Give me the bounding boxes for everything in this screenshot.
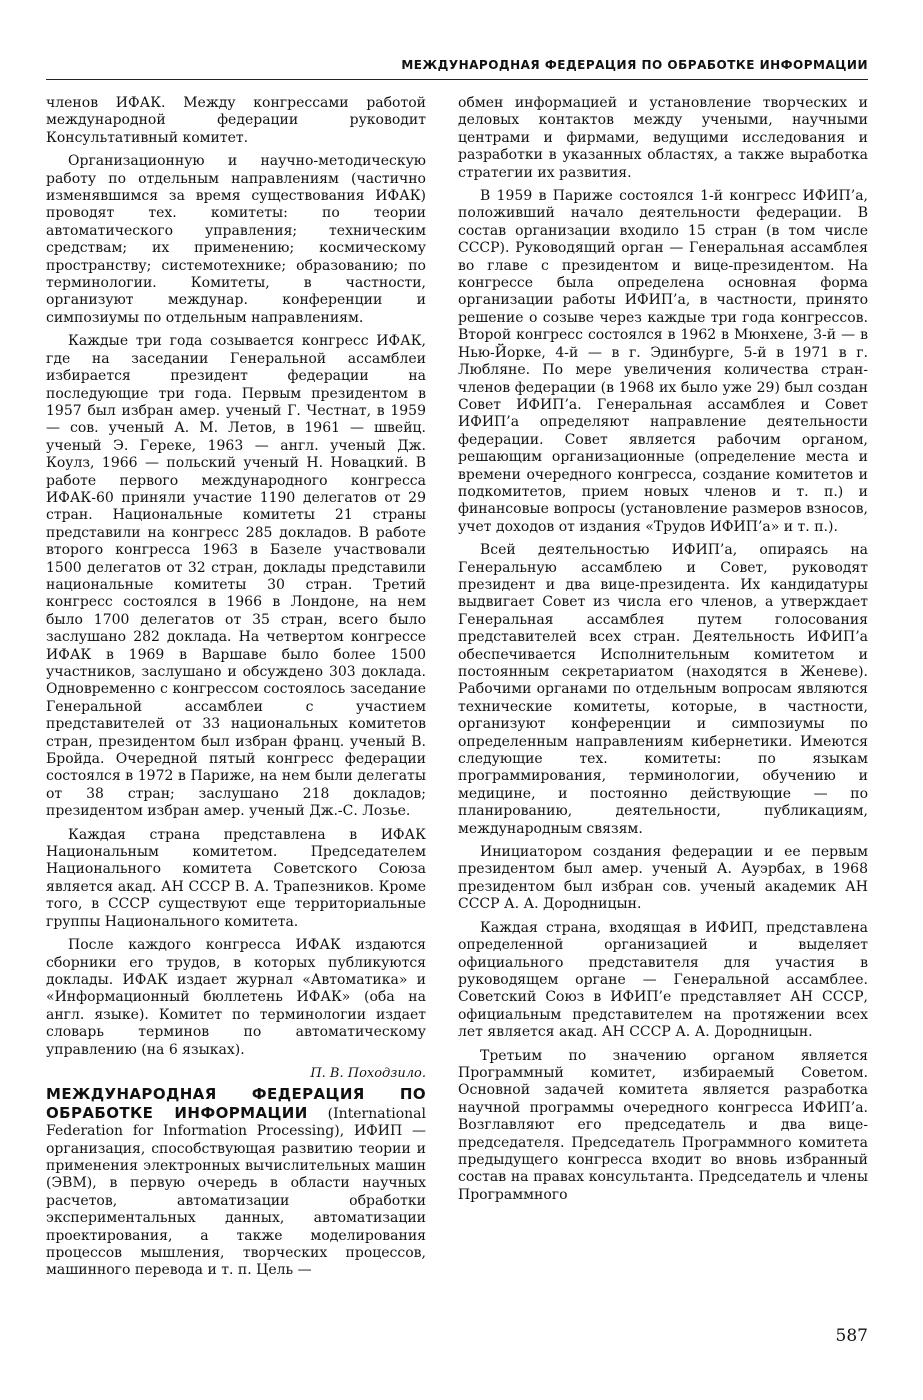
paragraph: Каждая страна представлена в ИФАК Национальным комитетом. Председателем Национального комитета Советского Союза является акад. АН СССР В. А. Трапезников. Кроме того, в СССР существуют еще территориальные группы Национального комитета.	[46, 826, 426, 930]
paragraph: Каждые три года созывается конгресс ИФАК, где на заседании Генеральной ассамблеи избирается президент федерации на последующие три года. Первым президентом в 1957 был избран амер. ученый Г. Честнат, в 1959 — сов. ученый А. М. Летов, в 1961 — швейц. ученый Э. Гереке, 1963 — англ. ученый Дж. Коулз, 1966 — польский ученый Н. Новацкий. В работе первого международного конгресса ИФАК-60 приняли участие 1190 делегатов от 29 стран. Национальные комитеты 21 страны представили на конгресс 285 докладов. В работе второго конгресса 1963 в Базеле участвовали 1500 делегатов от 32 стран, доклады представили национальные комитеты 30 стран. Третий конгресс состоялся в 1966 в Лондоне, на нем было 1700 делегатов от 35 стран, всего было заслушано 282 доклада. На четвертом конгрессе ИФАК в 1969 в Варшаве было более 1500 участников, заслушано и обсуждено 303 доклада. Одновременно с конгрессом состоялось заседание Генеральной ассамблеи с участием представителей от 33 национальных комитетов стран, президентом был избран франц. ученый В. Бройда. Очередной пятый конгресс федерации состоялся в 1972 в Париже, на нем были делегаты от 38 стран; заслушано 218 докладов; президентом избран амер. ученый Дж.-С. Лозье.	[46, 333, 426, 820]
paragraph: Каждая страна, входящая в ИФИП, представлена определенной организацией и выделяет официального представителя для участия в руководящем органе — Генеральной ассамблее. Советский Союз в ИФИП’е представляет АН СССР, официальным представителем на протяжении всех лет является акад. АН СССР А. А. Дородницын.	[458, 919, 868, 1041]
right-column	[458, 95, 868, 1210]
paragraph: Инициатором создания федерации и ее первым президентом был амер. ученый А. Ауэрбах, в 1968 президентом был избран сов. ученый академик АН СССР А. А. Дородницын.	[458, 844, 868, 913]
page-number: 587	[835, 1326, 868, 1346]
header-rule	[46, 79, 868, 80]
paragraph: Третьим по значению органом является Программный комитет, избираемый Советом. Основной задачей комитета является разработка научной программы очередного конгресса ИФИП’а. Возглавляют его председатель и два вице-председателя. Председатель Программного комитета предыдущего конгресса входит во вновь избранный состав на правах консультанта. Председатель и члены Программного	[458, 1047, 868, 1203]
author-signature: П. В. Походзило.	[310, 1065, 426, 1081]
paragraph: обмен информацией и установление творческих и деловых контактов между учеными, научными центрами и фирмами, ведущими исследования и разработки в указанных областях, а также выработка стратегии их развития.	[458, 95, 868, 181]
article-entry	[46, 1086, 426, 1279]
article-body: (International Federation for Information Processing), ИФИП — организация, способствующая развитию теории и применения электронных вычислительных машин (ЭВМ), в первую очередь в области научных расчетов, автоматизации обработки экспериментальных данных, автоматизации проектирования, а также моделирования процессов мышления, творческих процессов, машинного перевода и т. п. Цель —	[46, 1105, 426, 1279]
article-title: МЕЖДУНАРОДНАЯ ФЕДЕРАЦИЯ ПО ОБРАБОТКЕ ИНФОРМАЦИИ	[46, 1085, 426, 1122]
paragraph: В 1959 в Париже состоялся 1-й конгресс ИФИП’а, положивший начало деятельности федерации. В состав организации входило 15 стран (в том числе СССР). Руководящий орган — Генеральная ассамблея во главе с президентом и вице-президентом. На конгрессе была определена основная форма организации работы ИФИП’а, в частности, принято решение о созыве через каждые три года конгрессов. Второй конгресс состоялся в 1962 в Мюнхене, 3-й — в Нью-Йорке, 4-й — в г. Эдинбурге, 5-й в 1971 в г. Любляне. По мере увеличения количества стран-членов федерации (в 1968 их было уже 29) был создан Совет ИФИП’а. Генеральная ассамблея и Совет ИФИП’а определяют направление деятельности федерации. Совет является рабочим органом, решающим организационные (определение места и времени очередного конгресса, создание комитетов и подкомитетов, прием новых членов и т. п.) и финансовые вопросы (установление размеров взносов, учет доходов от издания «Трудов ИФИП’а» и т. п.).	[458, 188, 868, 535]
paragraph: Организационную и научно-методическую работу по отдельным направлениям (частично изменявшимся за время существования ИФАК) проводят тех. комитеты: по теории автоматического управления; техническим средствам; их применению; космическому пространству; системотехнике; образованию; по терминологии. Комитеты, в частности, организуют междунар. конференции и симпозиумы по отдельным направлениям.	[46, 153, 426, 326]
paragraph: После каждого конгресса ИФАК издаются сборники его трудов, в которых публикуются доклады. ИФАК издает журнал «Автоматика» и «Информационный бюллетень ИФАК» (оба на англ. языке). Комитет по терминологии издает словарь терминов по автоматическому управлению (на 6 языках).	[46, 937, 426, 1058]
paragraph: членов ИФАК. Между конгрессами работой международной федерации руководит Консультативный комитет.	[46, 95, 426, 146]
running-head: МЕЖДУНАРОДНАЯ ФЕДЕРАЦИЯ ПО ОБРАБОТКЕ ИНФОРМАЦИИ	[401, 58, 868, 72]
paragraph: Всей деятельностью ИФИП’а, опираясь на Генеральную ассамблею и Совет, руководят президент и два вице-президента. Их кандидатуры выдвигает Совет из числа его членов, а утверждает Генеральная ассамблея путем голосования представителей всех стран. Деятельность ИФИП’а обеспечивается Исполнительным комитетом и постоянным секретариатом (находятся в Женеве). Рабочими органами по отдельным вопросам являются технические комитеты, которые, в частности, организуют конференции и симпозиумы по определенным направлениям кибернетики. Имеются следующие тех. комитеты: по языкам программирования, терминологии, обучению и медицине, и постоянно действующие — по планированию, деятельности, публикациям, международным связям.	[458, 542, 868, 837]
left-column	[46, 95, 426, 1286]
